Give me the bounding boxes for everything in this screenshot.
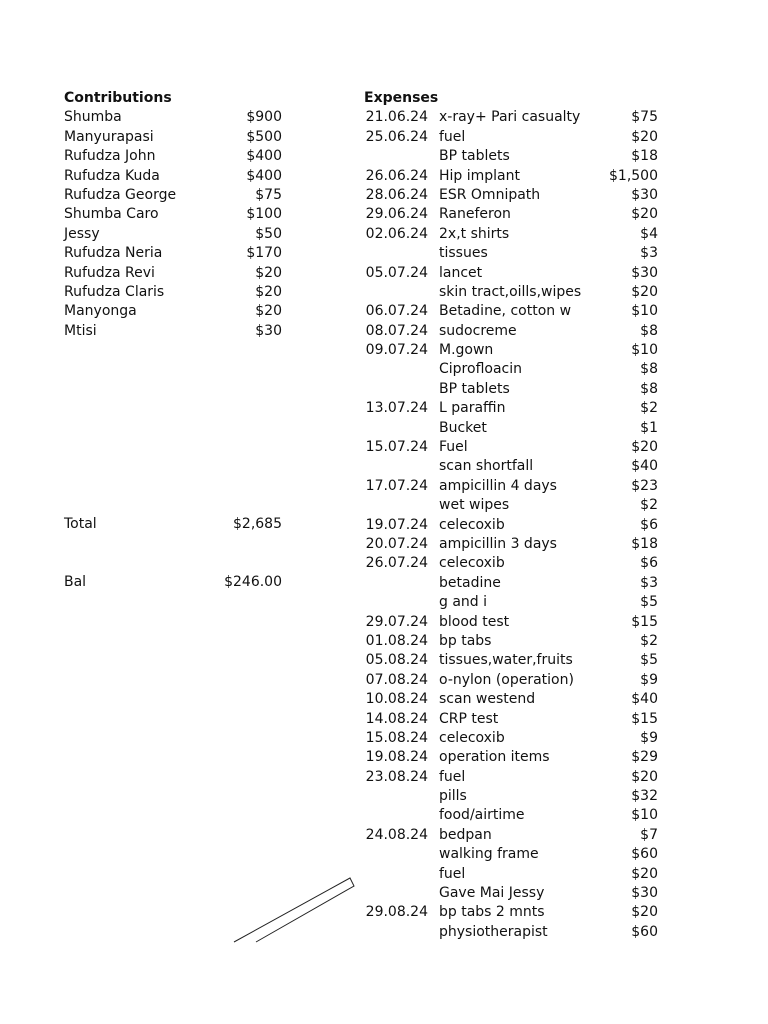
expenses-header-label: Expenses: [364, 90, 439, 106]
expense-row: [364, 128, 658, 147]
expense-item: 2x,t shirts: [439, 225, 510, 242]
expense-amount: $60: [631, 846, 658, 863]
expense-row: [364, 806, 658, 825]
expense-amount: $30: [631, 186, 658, 203]
contribution-row: [64, 147, 284, 166]
expense-amount: $20: [631, 904, 658, 921]
expense-amount: $40: [631, 458, 658, 475]
expense-amount: $30: [631, 264, 658, 281]
contribution-row: [64, 128, 284, 147]
expense-item: tissues: [439, 245, 488, 262]
expense-date: 25.06.24: [365, 128, 428, 145]
contribution-amount: $400: [246, 148, 282, 165]
contributor-name: Manyonga: [64, 303, 137, 320]
expense-amount: $8: [640, 380, 658, 397]
expense-amount: $3: [640, 245, 658, 262]
expense-row: [364, 903, 658, 922]
expense-amount: $20: [631, 283, 658, 300]
expense-item: fuel: [439, 768, 466, 785]
contribution-row: [64, 108, 284, 127]
contribution-amount: $20: [255, 283, 282, 300]
expense-item: fuel: [439, 128, 466, 145]
expense-date: 05.08.24: [365, 652, 428, 669]
contributor-name: Rufudza Claris: [64, 283, 165, 300]
expenses-list: [364, 108, 658, 942]
contributor-name: Jessy: [64, 225, 100, 242]
expense-amount: $6: [640, 555, 658, 572]
expense-date: 05.07.24: [365, 264, 428, 281]
expense-amount: $1,500: [609, 167, 658, 184]
expense-item: bp tabs 2 mnts: [439, 904, 545, 921]
contributor-name: Shumba: [64, 109, 122, 126]
expense-amount: $2: [640, 632, 658, 649]
expense-amount: $20: [631, 439, 658, 456]
expense-row: [364, 496, 658, 515]
expense-row: [364, 651, 658, 670]
expense-date: 28.06.24: [365, 186, 428, 203]
expense-row: [364, 613, 658, 632]
expense-item: ESR Omnipath: [439, 186, 541, 203]
expense-date: 15.08.24: [365, 729, 428, 746]
expense-row: [364, 729, 658, 748]
expense-row: [364, 147, 658, 166]
contribution-row: [64, 283, 284, 302]
expense-row: [364, 671, 658, 690]
expense-row: [364, 167, 658, 186]
expense-row: [364, 554, 658, 573]
total-label: Total: [64, 516, 97, 532]
expense-date: 14.08.24: [365, 710, 428, 727]
expense-item: walking frame: [439, 846, 539, 863]
expense-date: 08.07.24: [365, 322, 428, 339]
expense-date: 09.07.24: [365, 342, 428, 359]
expense-date: 29.08.24: [365, 904, 428, 921]
expense-item: Fuel: [439, 439, 468, 456]
expense-amount: $1: [640, 419, 658, 436]
contributions-header: [64, 89, 284, 108]
expense-row: [364, 535, 658, 554]
expense-amount: $20: [631, 206, 658, 223]
expense-item: BP tablets: [439, 148, 510, 165]
expense-date: 20.07.24: [365, 535, 428, 552]
expense-row: [364, 516, 658, 535]
contribution-amount: $75: [255, 186, 282, 203]
expense-row: [364, 457, 658, 476]
expense-amount: $15: [631, 710, 658, 727]
expense-item: Ciprofloacin: [439, 361, 522, 378]
expense-item: ampicillin 4 days: [439, 477, 557, 494]
expense-row: [364, 108, 658, 127]
expense-row: [364, 186, 658, 205]
contribution-amount: $170: [246, 245, 282, 262]
expense-item: skin tract,oills,wipes: [439, 283, 582, 300]
expense-date: 23.08.24: [365, 768, 428, 785]
total-value: $2,685: [233, 516, 282, 532]
expense-amount: $7: [640, 826, 658, 843]
contributor-name: Mtisi: [64, 322, 97, 339]
line-drawing-shape[interactable]: [228, 872, 360, 946]
contributions-header-label: Contributions: [64, 90, 172, 106]
expense-date: 24.08.24: [365, 826, 428, 843]
contribution-amount: $20: [255, 264, 282, 281]
contribution-amount: $20: [255, 303, 282, 320]
contribution-amount: $900: [246, 109, 282, 126]
expenses-header: [364, 89, 658, 108]
expense-date: 07.08.24: [365, 671, 428, 688]
expense-amount: $3: [640, 574, 658, 591]
expense-item: x-ray+ Pari casualty: [439, 109, 581, 126]
expense-row: [364, 632, 658, 651]
expense-row: [364, 264, 658, 283]
total-row: [64, 515, 284, 534]
expense-item: bedpan: [439, 826, 492, 843]
expense-row: [364, 845, 658, 864]
contribution-row: [64, 264, 284, 283]
expense-amount: $30: [631, 885, 658, 902]
expense-row: [364, 748, 658, 767]
expense-date: 17.07.24: [365, 477, 428, 494]
expense-date: 02.06.24: [365, 225, 428, 242]
expense-amount: $10: [631, 807, 658, 824]
contributor-name: Shumba Caro: [64, 206, 159, 223]
expense-item: pills: [439, 788, 467, 805]
expense-amount: $75: [631, 109, 658, 126]
expense-item: o-nylon (operation): [439, 671, 574, 688]
expense-amount: $5: [640, 594, 658, 611]
expense-amount: $20: [631, 865, 658, 882]
expense-amount: $32: [631, 788, 658, 805]
expense-row: [364, 438, 658, 457]
expense-item: Bucket: [439, 419, 487, 436]
expense-item: ampicillin 3 days: [439, 535, 557, 552]
expense-item: Hip implant: [439, 167, 520, 184]
expense-row: [364, 341, 658, 360]
expense-row: [364, 419, 658, 438]
expense-date: 01.08.24: [365, 632, 428, 649]
line-drawing-outline: [234, 878, 354, 942]
expense-amount: $9: [640, 671, 658, 688]
expense-row: [364, 360, 658, 379]
expense-item: celecoxib: [439, 729, 505, 746]
contributor-name: Rufudza Revi: [64, 264, 155, 281]
balance-value: $246.00: [224, 574, 282, 590]
expense-amount: $18: [631, 535, 658, 552]
expense-row: [364, 302, 658, 321]
expense-item: celecoxib: [439, 555, 505, 572]
contributor-name: Rufudza Neria: [64, 245, 163, 262]
expense-item: bp tabs: [439, 632, 492, 649]
contributor-name: Rufudza John: [64, 148, 156, 165]
expense-item: wet wipes: [439, 497, 510, 514]
expense-item: sudocreme: [439, 322, 517, 339]
expense-amount: $18: [631, 148, 658, 165]
expense-item: celecoxib: [439, 516, 505, 533]
expense-row: [364, 283, 658, 302]
expense-item: operation items: [439, 749, 550, 766]
expense-item: Gave Mai Jessy: [439, 885, 545, 902]
expense-item: CRP test: [439, 710, 499, 727]
expense-item: g and i: [439, 594, 488, 611]
expense-date: 15.07.24: [365, 439, 428, 456]
expense-item: Raneferon: [439, 206, 511, 223]
contribution-row: [64, 205, 284, 224]
expense-amount: $8: [640, 361, 658, 378]
expense-amount: $29: [631, 749, 658, 766]
expense-row: [364, 884, 658, 903]
contributions-section: [64, 89, 284, 341]
expense-amount: $6: [640, 516, 658, 533]
contribution-row: [64, 167, 284, 186]
expense-amount: $20: [631, 768, 658, 785]
expense-date: 19.08.24: [365, 749, 428, 766]
contribution-row: [64, 322, 284, 341]
expense-item: L paraffin: [439, 400, 506, 417]
contributor-name: Rufudza Kuda: [64, 167, 160, 184]
contributor-name: Rufudza George: [64, 186, 177, 203]
contribution-row: [64, 225, 284, 244]
expense-row: [364, 710, 658, 729]
expense-row: [364, 244, 658, 263]
expense-date: 13.07.24: [365, 400, 428, 417]
balance-label: Bal: [64, 574, 87, 590]
expense-row: [364, 399, 658, 418]
expense-row: [364, 593, 658, 612]
contribution-row: [64, 186, 284, 205]
expense-item: blood test: [439, 613, 510, 630]
expense-date: 26.07.24: [365, 555, 428, 572]
expense-date: 29.06.24: [365, 206, 428, 223]
expense-amount: $5: [640, 652, 658, 669]
expense-row: [364, 477, 658, 496]
expense-item: scan westend: [439, 691, 536, 708]
contribution-amount: $400: [246, 167, 282, 184]
expense-amount: $9: [640, 729, 658, 746]
expense-row: [364, 380, 658, 399]
expense-row: [364, 826, 658, 845]
expense-row: [364, 205, 658, 224]
contribution-row: [64, 244, 284, 263]
expense-row: [364, 865, 658, 884]
expense-amount: $2: [640, 400, 658, 417]
expenses-section: [364, 89, 658, 942]
expense-item: fuel: [439, 865, 466, 882]
expense-item: food/airtime: [439, 807, 525, 824]
expense-item: Betadine, cotton w: [439, 303, 572, 320]
expense-item: M.gown: [439, 342, 494, 359]
expense-item: betadine: [439, 574, 501, 591]
contribution-amount: $30: [255, 322, 282, 339]
contribution-amount: $100: [246, 206, 282, 223]
expense-date: 06.07.24: [365, 303, 428, 320]
expense-item: lancet: [439, 264, 483, 281]
expense-row: [364, 768, 658, 787]
expense-date: 21.06.24: [365, 109, 428, 126]
expense-amount: $15: [631, 613, 658, 630]
expense-date: 26.06.24: [365, 167, 428, 184]
expense-amount: $60: [631, 923, 658, 940]
expense-row: [364, 787, 658, 806]
expense-row: [364, 690, 658, 709]
expense-amount: $8: [640, 322, 658, 339]
contribution-amount: $500: [246, 128, 282, 145]
expense-amount: $10: [631, 342, 658, 359]
expense-item: tissues,water,fruits: [439, 652, 573, 669]
expense-row: [364, 225, 658, 244]
expense-row: [364, 923, 658, 942]
expense-amount: $40: [631, 691, 658, 708]
expense-item: scan shortfall: [439, 458, 534, 475]
expense-item: physiotherapist: [439, 923, 548, 940]
expense-amount: $4: [640, 225, 658, 242]
expense-row: [364, 322, 658, 341]
contribution-row: [64, 302, 284, 321]
expense-row: [364, 574, 658, 593]
expense-date: 29.07.24: [365, 613, 428, 630]
contributions-list: [64, 108, 284, 341]
expense-date: 10.08.24: [365, 691, 428, 708]
contributor-name: Manyurapasi: [64, 128, 154, 145]
expense-amount: $2: [640, 497, 658, 514]
expense-amount: $23: [631, 477, 658, 494]
balance-row: [64, 573, 284, 592]
expense-amount: $10: [631, 303, 658, 320]
expense-date: 19.07.24: [365, 516, 428, 533]
contribution-amount: $50: [255, 225, 282, 242]
expense-item: BP tablets: [439, 380, 510, 397]
expense-amount: $20: [631, 128, 658, 145]
